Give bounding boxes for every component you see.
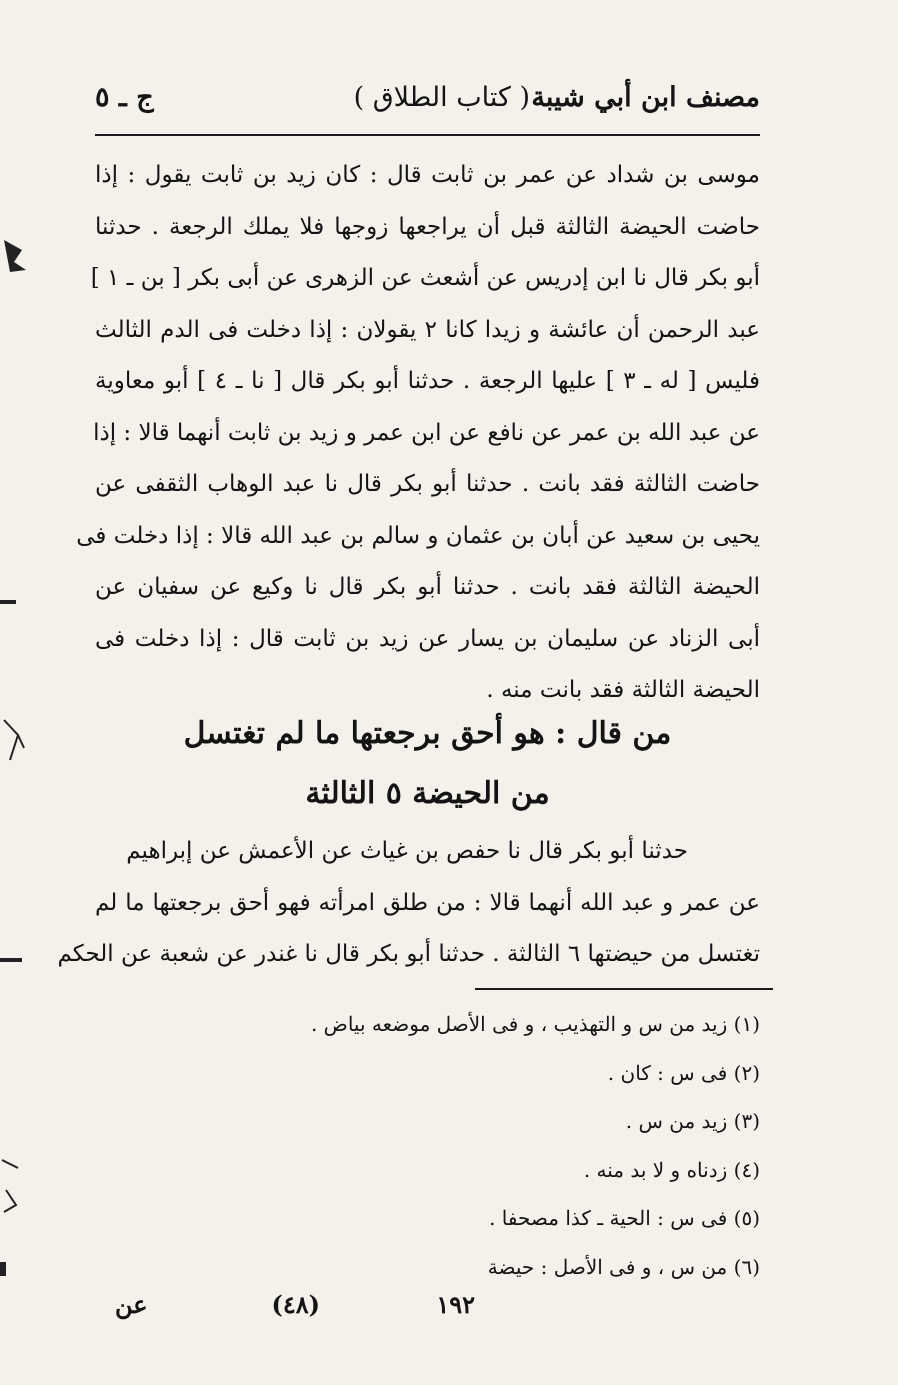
edge-mark (0, 600, 16, 604)
edge-mark (0, 1262, 6, 1276)
section-heading-line-2: من الحيضة ٥ الثالثة (305, 776, 550, 811)
footnote: (٣) زيد من س . (625, 1109, 760, 1133)
volume-number: ج ـ ٥ (95, 82, 154, 113)
ink-blot-mark (4, 240, 26, 272)
signature-mark: (٤٨) (271, 1290, 320, 1319)
text-line: الحيضة الثالثة فقد بانت منه . (486, 677, 760, 703)
text-line: عبد الرحمن أن عائشة و زيدا كانا ٢ يقولان : إذا دخلت فى الدم الثالث (95, 316, 760, 343)
crack-mark (2, 1160, 18, 1212)
text-line: الحيضة الثالثة فقد بانت . حدثنا أبو بكر قال نا وكيع عن سفيان عن (95, 574, 760, 600)
text-line: حاضت الثالثة فقد بانت . حدثنا أبو بكر قال نا عبد الوهاب الثقفى عن (95, 471, 760, 497)
footnote: (١) زيد من س و التهذيب ، و فى الأصل موضعه بياض . (310, 1012, 760, 1036)
text-line: حدثنا أبو بكر قال نا حفص بن غياث عن الأعمش عن إبراهيم (126, 838, 688, 864)
text-line: حاضت الحيضة الثالثة قبل أن يراجعها زوجها فلا يملك الرجعة . حدثنا (95, 213, 760, 240)
text-line: تغتسل من حيضتها ٦ الثالثة . حدثنا أبو بكر قال نا غندر عن شعبة عن الحكم (57, 941, 760, 967)
text-line: عن عمر و عبد الله أنهما قالا : من طلق امرأته فهو أحق برجعتها ما لم (95, 889, 760, 916)
page-number: ١٩٢ (436, 1290, 475, 1319)
text-line: فليس [ له ـ ٣ ] عليها الرجعة . حدثنا أبو بكر قال [ نا ـ ٤ ] أبو معاوية (95, 368, 761, 394)
footnote: (٦) من س ، و فى الأصل : حيضة (487, 1254, 760, 1279)
chapter-title: ( كتاب الطلاق ) (353, 82, 530, 113)
section-heading-line-1: من قال : هو أحق برجعتها ما لم تغتسل (183, 716, 672, 751)
footnote: (٤) زدناه و لا بد منه . (583, 1157, 760, 1182)
text-line: عن عبد الله بن عمر عن نافع عن ابن عمر و زيد بن ثابت أنهما قالا : إذا (93, 419, 760, 446)
crack-mark (4, 720, 24, 760)
text-line: موسى بن شداد عن عمر بن ثابت قال : كان زيد بن ثابت يقول : إذا (95, 162, 760, 188)
book-title: مصنف ابن أبي شيبة (531, 82, 760, 113)
catchword: عن (115, 1290, 148, 1319)
edge-mark (0, 958, 22, 962)
text-line: أبو بكر قال نا ابن إدريس عن أشعث عن الزهرى عن أبى بكر [ بن ـ ١ ] (90, 265, 760, 291)
footnote: (٥) فى س : الحية ـ كذا مصحفا . (489, 1206, 760, 1230)
footnote: (٢) فى س : كان . (607, 1060, 760, 1085)
text-line: أبى الزناد عن سليمان بن يسار عن زيد بن ثابت قال : إذا دخلت فى (95, 625, 760, 652)
text-line: يحيى بن سعيد عن أبان بن عثمان و سالم بن عبد الله قالا : إذا دخلت فى (76, 522, 760, 549)
